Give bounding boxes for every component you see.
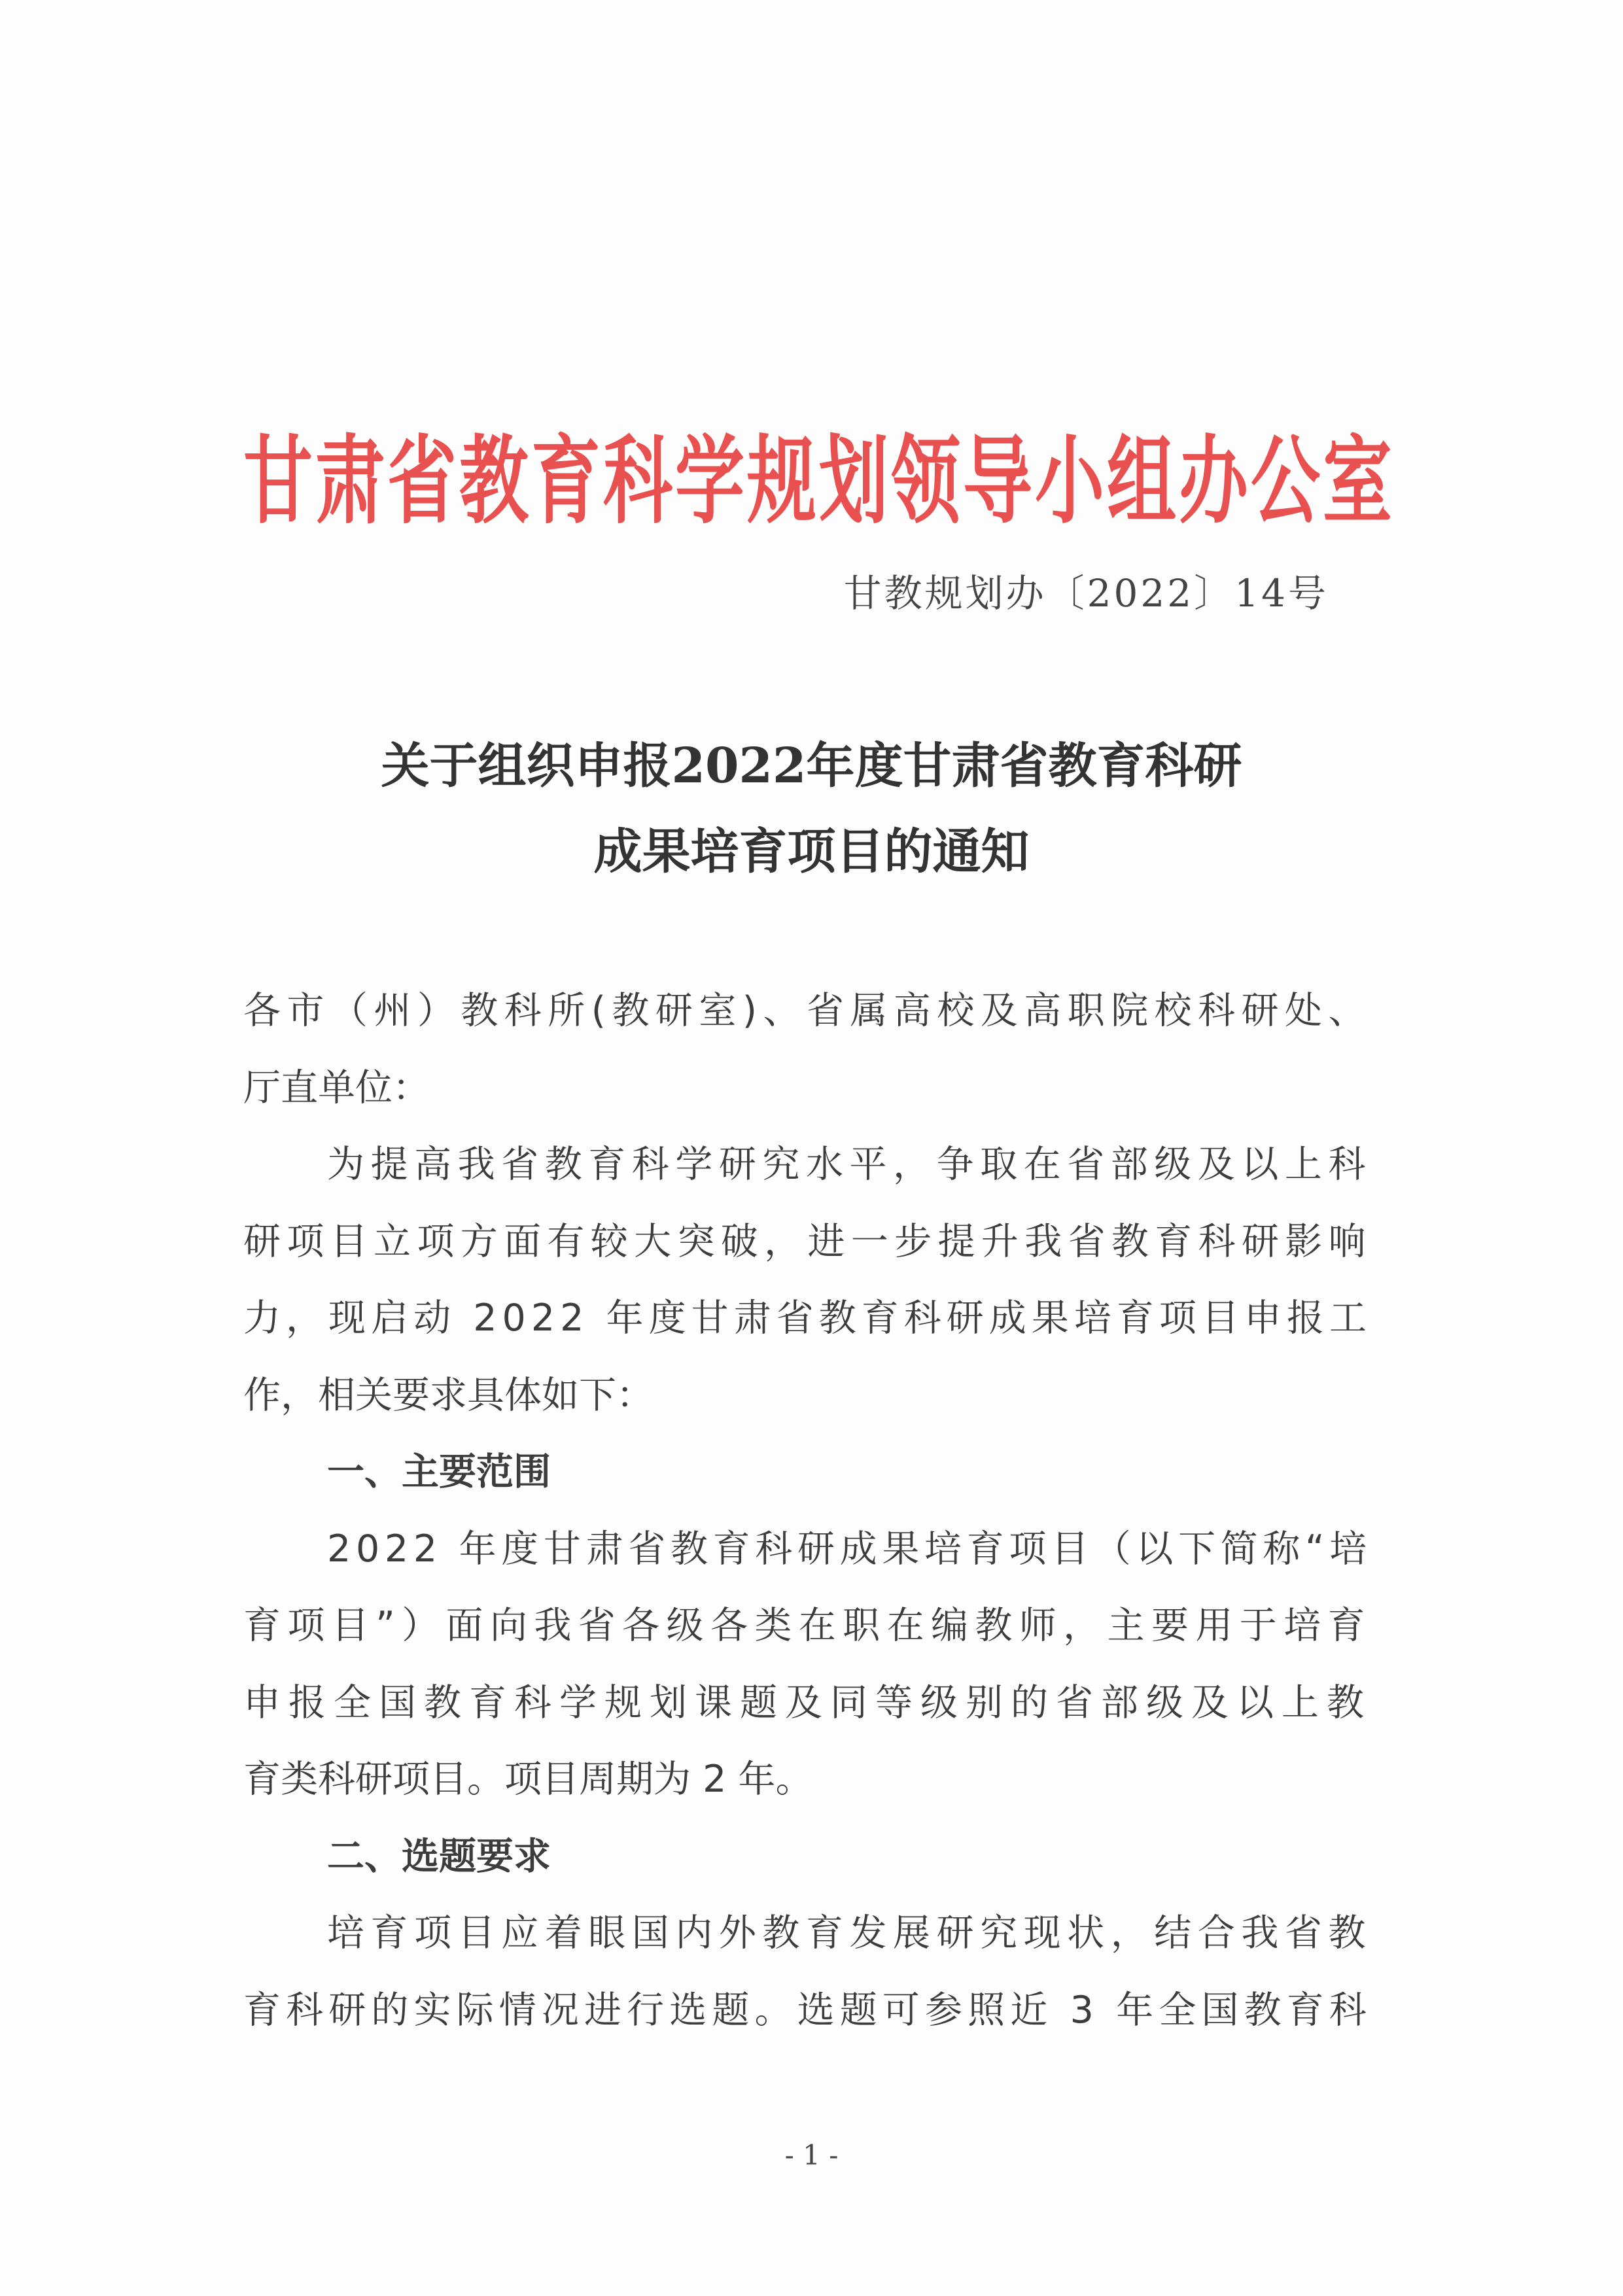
section-heading: [243, 1818, 1372, 1896]
title-line-1: 关于组织申报2022年度甘肃省教育科研: [381, 738, 1242, 794]
paragraph-line: [243, 1972, 1372, 2049]
paragraph-text: 作，相关要求具体如下：: [243, 1373, 654, 1417]
paragraph-line: [243, 1741, 1372, 1818]
addressee-line: [243, 1050, 1372, 1127]
paragraph-text: 育类科研项目。项目周期为 2 年。: [243, 1758, 813, 1801]
paragraph-line: [243, 1511, 1372, 1588]
paragraph-text: 育项目”）面向我省各级各类在职在编教师，主要用于培育: [243, 1604, 1372, 1647]
paragraph-text: 研项目立项方面有较大突破，进一步提升我省教育科研影响: [243, 1219, 1372, 1263]
paragraph-line: [243, 1895, 1372, 1972]
issuing-office-name: 甘肃省教育科学规划领导小组办公室: [243, 424, 1395, 537]
addressee-text: 厅直单位：: [243, 1066, 430, 1109]
document-number: 甘教规划办〔2022〕14号: [843, 571, 1329, 616]
section-heading-text: 一、主要范围: [327, 1450, 551, 1493]
paragraph-line: [243, 1665, 1372, 1742]
document-body: [243, 973, 1372, 2049]
paragraph-line: [243, 1126, 1372, 1204]
paragraph-text: 申报全国教育科学规划课题及同等级别的省部级及以上教: [243, 1680, 1372, 1724]
paragraph-text: 育科研的实际情况进行选题。选题可参照近 3 年全国教育科: [243, 1988, 1372, 2032]
addressee-text: 各市（州）教科所(教研室)、省属高校及高职院校科研处、: [243, 989, 1372, 1032]
paragraph-text: 培育项目应着眼国内外教育发展研究现状，结合我省教: [327, 1911, 1372, 1955]
paragraph-line: [243, 1357, 1372, 1435]
paragraph-text: 力，现启动 2022 年度甘肃省教育科研成果培育项目申报工: [243, 1296, 1372, 1340]
paragraph-line: [243, 1204, 1372, 1281]
issuing-office-header: [243, 404, 1395, 558]
document-title: [0, 723, 1623, 895]
title-line-2: 成果培育项目的通知: [593, 824, 1030, 880]
addressee-line: [243, 973, 1372, 1050]
paragraph-line: [243, 1280, 1372, 1357]
paragraph-text: 2022 年度甘肃省教育科研成果培育项目（以下简称“培: [327, 1527, 1372, 1571]
paragraph-line: [243, 1588, 1372, 1665]
section-heading-text: 二、选题要求: [327, 1834, 551, 1878]
paragraph-text: 为提高我省教育科学研究水平，争取在省部级及以上科: [327, 1143, 1372, 1186]
page-number: - 1 -: [784, 2139, 839, 2171]
section-heading: [243, 1434, 1372, 1511]
